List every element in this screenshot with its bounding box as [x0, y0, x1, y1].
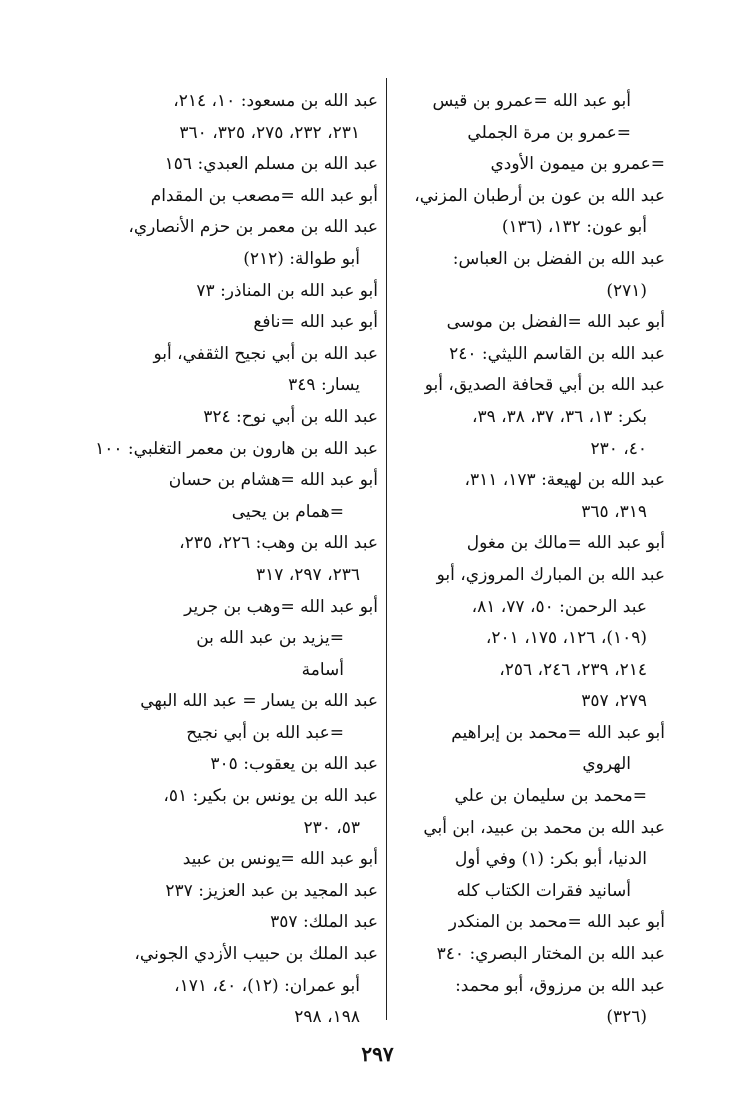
index-entry-line: =عمرو بن مرة الجملي: [467, 122, 631, 143]
index-entry-line: عبد الله بن يونس بن بكير: ٥١،: [163, 786, 378, 807]
index-entry-line: أبو عبد الله بن المناذر: ٧٣: [196, 280, 378, 301]
index-entry-line: أبو عبد الله =مالك بن مغول: [466, 533, 665, 554]
index-entry-line: أبو عبد الله =عمرو بن قيس: [432, 91, 631, 111]
index-entry-line: =عبد الله بن أبي نجيح: [186, 722, 344, 743]
index-entry-line: (١٠٩)، ١٢٦، ١٧٥، ٢٠١،: [485, 628, 647, 649]
index-entry-line: عبد الملك: ٣٥٧: [270, 912, 378, 933]
index-entry-line: عبد الله بن مسعود: ١٠، ٢١٤،: [173, 91, 378, 111]
index-entry-line: أبو عبد الله =نافع: [253, 312, 378, 333]
index-entry-line: أبو عبد الله =وهب بن جرير: [184, 596, 378, 617]
index-entry-line: أسامة: [301, 659, 344, 680]
index-entry-line: عبد الله بن أبي نوح: ٣٢٤: [203, 406, 378, 427]
index-entry-line: عبد الله بن لهيعة: ١٧٣، ٣١١،: [464, 470, 665, 491]
index-entry-line: عبد الله بن هارون بن معمر التغلبي: ١٠٠: [95, 438, 378, 459]
index-entry-line: عبد الله بن مسلم العبدي: ١٥٦: [164, 154, 378, 175]
index-entry-line: أبو عبد الله =مصعب بن المقدام: [150, 185, 378, 206]
index-entry-line: عبد الله بن القاسم الليثي: ٢٤٠: [449, 343, 665, 364]
index-entry-line: أبو عبد الله =محمد بن المنكدر: [448, 912, 665, 933]
index-entry-line: عبد الله بن يسار = عبد الله البهي: [140, 691, 378, 712]
index-entry-line: ٢١٤، ٢٣٩، ٢٤٦، ٢٥٦،: [499, 659, 647, 680]
index-column-left: [95, 86, 378, 1034]
index-entry-line: أبو عبد الله =هشام بن حسان: [168, 470, 378, 491]
index-entry-line: عبد الله بن الفضل بن العباس:: [452, 248, 665, 269]
index-entry-line: الهروي: [582, 754, 631, 775]
index-entry-line: ٢٣٦، ٢٩٧، ٣١٧: [256, 564, 360, 585]
index-entry-line: عبد الله بن المبارك المروزي، أبو: [436, 564, 665, 585]
index-entry-line: (٢٧١): [606, 280, 647, 301]
index-entry-line: ١٩٨، ٢٩٨: [294, 1007, 360, 1028]
index-entry-line: أبو طوالة: (٢١٢): [243, 248, 360, 269]
index-entry-line: =محمد بن سليمان بن علي: [454, 786, 647, 807]
index-entry-line: أبو عبد الله =الفضل بن موسى: [446, 312, 665, 333]
index-column-right: [385, 86, 665, 1034]
index-entry-line: أبو عبد الله =محمد بن إبراهيم: [451, 722, 665, 743]
index-entry-line: عبد الله بن معمر بن حزم الأنصاري،: [128, 217, 378, 238]
index-entry-line: عبد الملك بن حبيب الأزدي الجوني،: [134, 944, 378, 965]
index-entry-line: الدنيا، أبو بكر: (١) وفي أول: [454, 849, 647, 870]
index-entry-line: بكر: ١٣، ٣٦، ٣٧، ٣٨، ٣٩،: [471, 406, 647, 427]
index-entry-line: عبد الله بن وهب: ٢٢٦، ٢٣٥،: [179, 533, 378, 554]
index-entry-line: ٢٧٩، ٣٥٧: [581, 691, 647, 712]
page-number: ٢٩٧: [361, 1042, 394, 1066]
index-entry-line: =عمرو بن ميمون الأودي: [490, 154, 665, 175]
index-entry-line: (٣٢٦): [606, 1007, 647, 1028]
index-entry-line: عبد الله بن مرزوق، أبو محمد:: [455, 975, 665, 996]
index-entry-line: ٥٣، ٢٣٠: [303, 817, 360, 838]
index-entry-line: عبد الله بن يعقوب: ٣٠٥: [210, 754, 378, 775]
index-entry-line: عبد الله بن المختار البصري: ٣٤٠: [436, 944, 665, 965]
index-entry-line: =همام بن يحيى: [231, 501, 344, 522]
column-divider: [386, 78, 387, 1020]
index-entry-line: عبد الله بن أبي قحافة الصديق، أبو: [424, 375, 665, 396]
index-entry-line: يسار: ٣٤٩: [288, 375, 360, 396]
index-entry-line: ٤٠، ٢٣٠: [590, 438, 647, 459]
index-entry-line: عبد الله بن أبي نجيح الثقفي، أبو: [153, 343, 378, 364]
index-entry-line: عبد الله بن محمد بن عبيد، ابن أبي: [423, 817, 665, 838]
index-entry-line: =يزيد بن عبد الله بن: [196, 628, 344, 649]
index-entry-line: ٣١٩، ٣٦٥: [581, 501, 647, 522]
index-entry-line: ٢٣١، ٢٣٢، ٢٧٥، ٣٢٥، ٣٦٠: [179, 122, 360, 143]
index-entry-line: عبد الرحمن: ٥٠، ٧٧، ٨١،: [471, 596, 647, 617]
index-entry-line: عبد الله بن عون بن أرطبان المزني،: [414, 185, 665, 206]
index-entry-line: أبو عبد الله =يونس بن عبيد: [182, 849, 378, 870]
index-entry-line: أبو عمران: (١٢)، ٤٠، ١٧١،: [174, 975, 360, 996]
index-entry-line: عبد المجيد بن عبد العزيز: ٢٣٧: [165, 880, 378, 901]
index-entry-line: أبو عون: ١٣٢، (١٣٦): [501, 217, 647, 238]
index-entry-line: أسانيد فقرات الكتاب كله: [456, 880, 631, 901]
